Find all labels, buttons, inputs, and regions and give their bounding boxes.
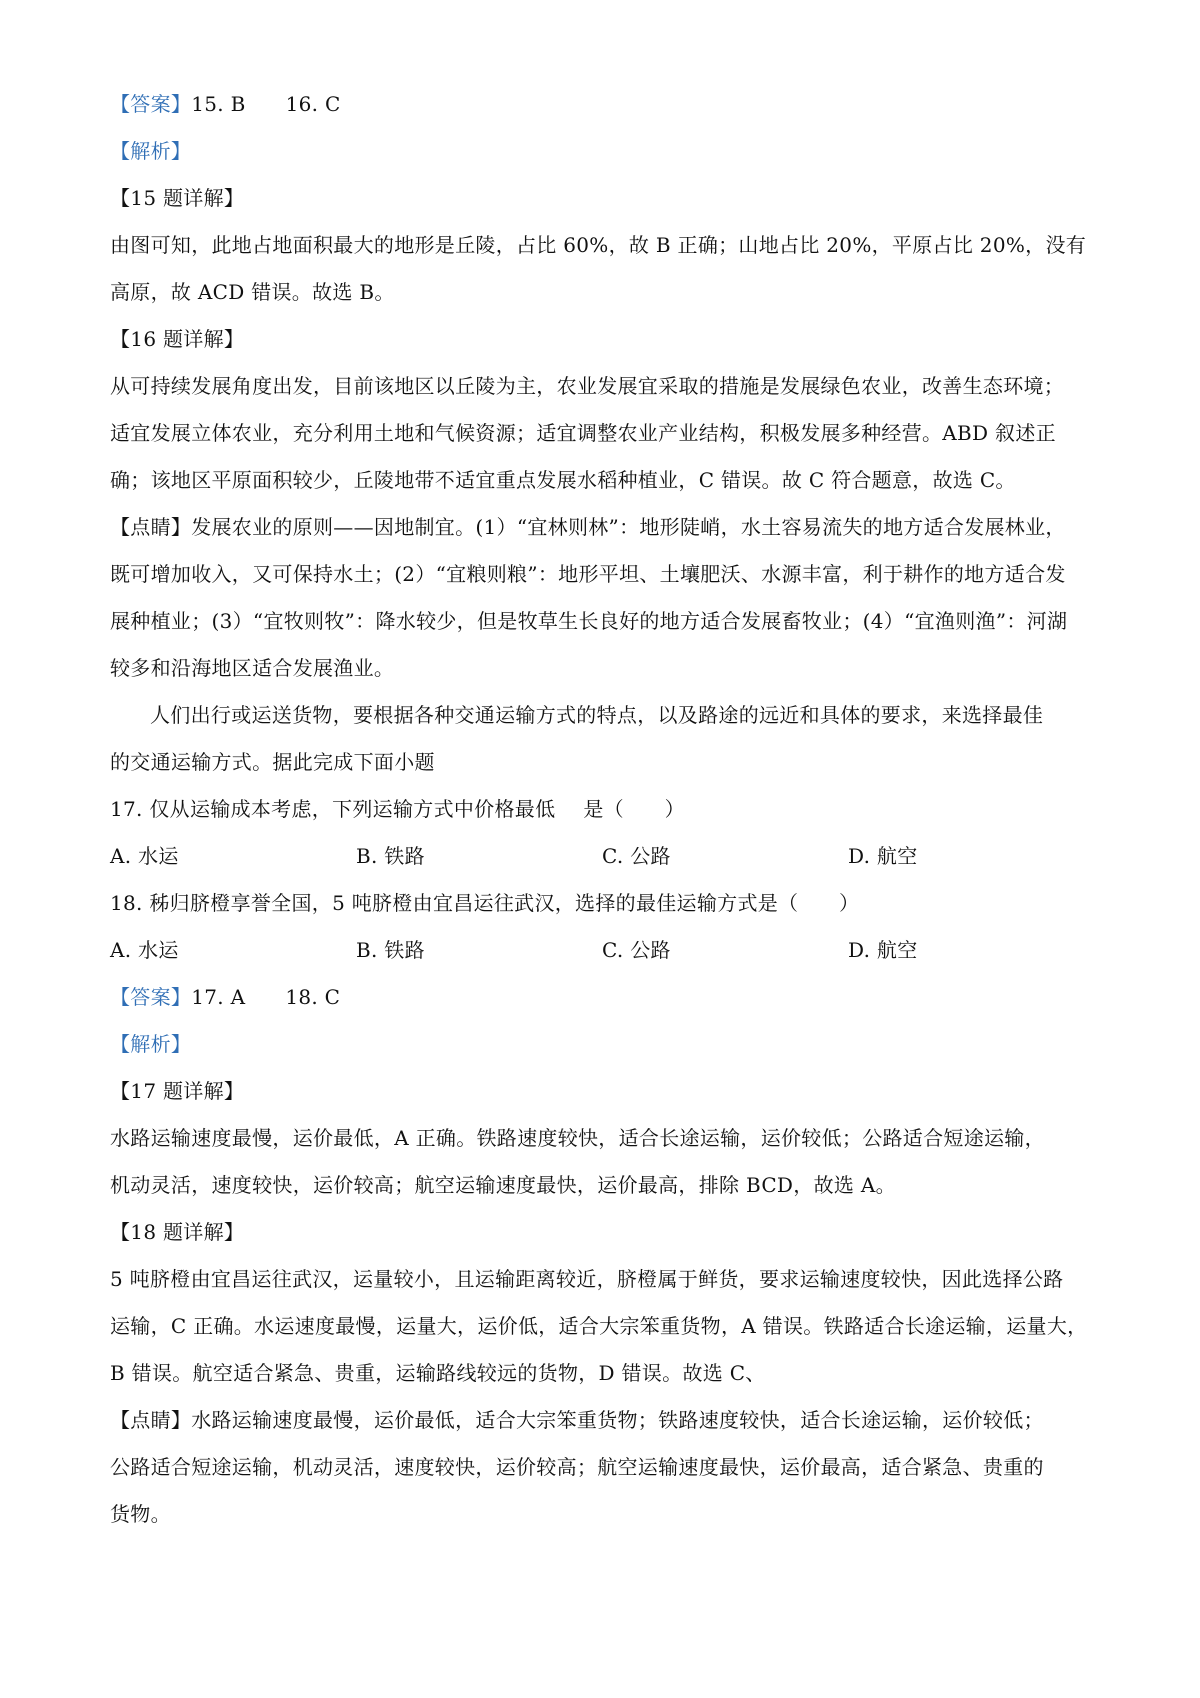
q17-option-b: B. 铁路: [356, 844, 425, 868]
tip-line: 较多和沿海地区适合发展渔业。: [110, 656, 395, 680]
q16-detail-heading: 【16 题详解】: [110, 327, 245, 351]
q18-detail-line: 5 吨脐橙由宜昌运往武汉，运量较小，且运输距离较近，脐橙属于鲜货，要求运输速度较快，因此选择公路: [110, 1267, 1064, 1291]
question-stem-line: 的交通运输方式。据此完成下面小题: [110, 750, 435, 774]
answer-line-17-18: [110, 983, 1100, 1011]
q18-option-b: B. 铁路: [356, 938, 425, 962]
q16-detail-line: 确；该地区平原面积较少，丘陵地带不适宜重点发展水稻种植业，C 错误。故 C 符合题意，故选 C。: [110, 468, 1016, 492]
q18-option-a: A. 水运: [110, 938, 179, 962]
q18-options: [110, 936, 1100, 964]
analysis-tag: 【解析】: [110, 1032, 192, 1056]
analysis-tag: 【解析】: [110, 139, 192, 163]
answer-15: 15. B: [191, 92, 246, 116]
q18-detail-line: B 错误。航空适合紧急、贵重，运输路线较远的货物，D 错误。故选 C、: [110, 1361, 766, 1385]
question-stem-line: 人们出行或运送货物，要根据各种交通运输方式的特点，以及路途的远近和具体的要求，来选择最佳: [150, 703, 1044, 727]
q17-text-a: 17. 仅从运输成本考虑，下列运输方式中价格最低: [110, 797, 556, 821]
q18-text: 18. 秭归脐橙享誉全国，5 吨脐橙由宜昌运往武汉，选择的最佳运输方式是（ ）: [110, 891, 860, 915]
tip-line: 货物。: [110, 1502, 171, 1526]
q18-detail-line: 运输，C 正确。水运速度最慢，运量大，运价低，适合大宗笨重货物，A 错误。铁路适合长途运输，运量大，: [110, 1314, 1088, 1338]
q17-detail-line: 水路运输速度最慢，运价最低，A 正确。铁路速度较快，适合长途运输，运价较低；公路适合短途运输，: [110, 1126, 1045, 1150]
q17-options: [110, 842, 1100, 870]
q18-option-d: D. 航空: [848, 938, 918, 962]
q17-option-d: D. 航空: [848, 844, 918, 868]
q17-text-b: 是（ ）: [583, 797, 685, 821]
tip-line: 既可增加收入，又可保持水土；(2）“宜粮则粮”：地形平坦、土壤肥沃、水源丰富，利于耕作的地方适合发: [110, 562, 1066, 586]
tip-line: 公路适合短途运输，机动灵活，速度较快，运价较高；航空运输速度最快，运价最高，适合紧急、贵重的: [110, 1455, 1044, 1479]
q17-text: [110, 795, 1100, 823]
q18-detail-heading: 【18 题详解】: [110, 1220, 245, 1244]
answer-18: 18. C: [285, 985, 341, 1009]
q16-detail-line: 适宜发展立体农业，充分利用土地和气候资源；适宜调整农业产业结构，积极发展多种经营。ABD 叙述正: [110, 421, 1056, 445]
answer-tag: 【答案】: [110, 985, 192, 1009]
tip-line: 【点睛】水路运输速度最慢，运价最低，适合大宗笨重货物；铁路速度较快，适合长途运输，运价较低；: [110, 1408, 1044, 1432]
q18-option-c: C. 公路: [602, 938, 671, 962]
answer-17: 17. A: [191, 985, 246, 1009]
q17-option-c: C. 公路: [602, 844, 671, 868]
q17-detail-line: 机动灵活，速度较快，运价较高；航空运输速度最快，运价最高，排除 BCD，故选 A。: [110, 1173, 896, 1197]
answer-tag: 【答案】: [110, 92, 192, 116]
document-page: [110, 90, 1100, 1547]
answer-line-15-16: [110, 90, 1100, 118]
q15-detail-line: 高原，故 ACD 错误。故选 B。: [110, 280, 395, 304]
answer-16: 16. C: [285, 92, 341, 116]
q15-detail-line: 由图可知，此地占地面积最大的地形是丘陵，占比 60%，故 B 正确；山地占比 20%，平原占比 20%，没有: [110, 233, 1087, 257]
q16-detail-line: 从可持续发展角度出发，目前该地区以丘陵为主，农业发展宜采取的措施是发展绿色农业，改善生态环境；: [110, 374, 1065, 398]
q17-detail-heading: 【17 题详解】: [110, 1079, 245, 1103]
tip-line: 展种植业；(3）“宜牧则牧”：降水较少，但是牧草生长良好的地方适合发展畜牧业；(4）“宜渔则渔”：河湖: [110, 609, 1068, 633]
tip-line: 【点睛】发展农业的原则——因地制宜。(1）“宜林则林”：地形陡峭，水土容易流失的地方适合发展林业，: [110, 515, 1066, 539]
q17-option-a: A. 水运: [110, 844, 179, 868]
q15-detail-heading: 【15 题详解】: [110, 186, 245, 210]
